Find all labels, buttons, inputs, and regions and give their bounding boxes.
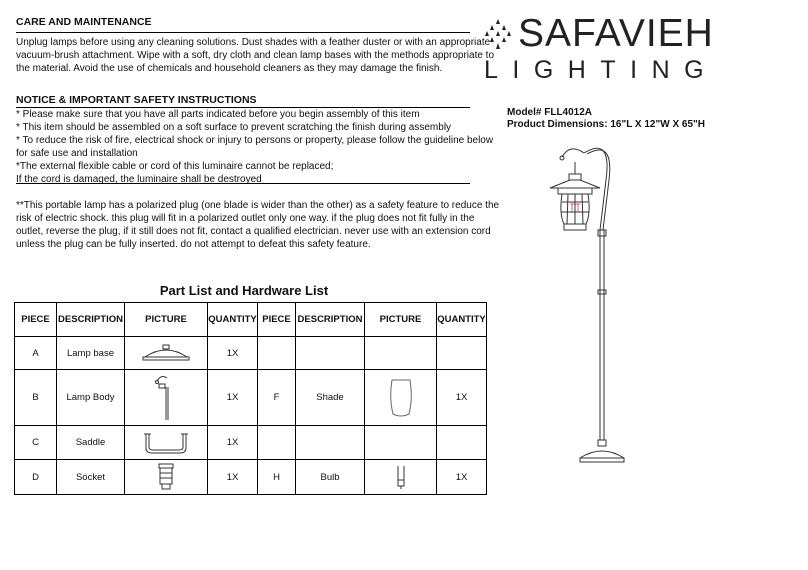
picture-cell [365,370,437,426]
care-line: the material. Avoid the use of chemicals and household cleaners as they may damage the finish. [16,63,443,74]
description-cell: Socket [57,460,125,495]
header-quantity: QUANTITY [437,303,487,337]
piece-cell: B [15,370,57,426]
care-line: vacuum-brush attachment. Wipe with a soft, dry cloth and clean lamp bases with the methods appropriate to [16,50,495,61]
safety-text [16,108,493,186]
lamp-base-icon [139,344,193,362]
description-cell: Lamp Body [57,370,125,426]
quantity-cell [437,337,487,370]
safety-heading: NOTICE & IMPORTANT SAFETY INSTRUCTIONS [16,94,257,106]
safety-line: *The external flexible cable or cord of this luminaire cannot be replaced; [16,161,334,172]
plug-note-line: outlet, reverse the plug, if it still does not fit, contact a qualified electrician. never use with an extension cord [16,226,491,237]
quantity-cell: 1X [208,460,258,495]
quantity-cell: 1X [208,426,258,460]
quantity-cell: 1X [208,337,258,370]
safety-line: * This item should be assembled on a soft surface to prevent scratching the finish during assembly [16,122,452,133]
bulb-icon [394,464,408,490]
description-cell: Saddle [57,426,125,460]
table-row [15,460,487,495]
table-title: Part List and Hardware List [159,283,329,298]
safety-bottom-divider [16,183,470,184]
description-cell [296,337,365,370]
care-divider [16,32,470,33]
piece-cell: D [15,460,57,495]
piece-cell: H [258,460,296,495]
care-text [16,36,494,75]
piece-cell: A [15,337,57,370]
parts-table [14,302,487,495]
picture-cell [125,337,208,370]
header-description: DESCRIPTION [296,303,365,337]
description-cell: Bulb [296,460,365,495]
quantity-cell: 1X [208,370,258,426]
safety-line: for safe use and installation [16,148,138,159]
care-heading: CARE AND MAINTENANCE [16,16,152,28]
piece-cell: F [258,370,296,426]
header-description: DESCRIPTION [57,303,125,337]
header-piece: PIECE [258,303,296,337]
care-line: Unplug lamps before using any cleaning solutions. Dust shades with a feather duster or with an appropriate [16,37,491,48]
header-quantity: QUANTITY [208,303,258,337]
safety-line: * To reduce the risk of fire, electrical shock or injury to persons or property, please follow the guideline below [16,135,494,146]
header-piece: PIECE [15,303,57,337]
picture-cell [125,370,208,426]
plug-note-line: **This portable lamp has a polarized plug (one blade is wider than the other) as a safety feature to reduce the [16,200,500,211]
header-picture: PICTURE [365,303,437,337]
plug-note-line: unless the plug can be fully inserted. do not attempt to defeat this safety feature. [16,239,371,250]
description-cell: Shade [296,370,365,426]
picture-cell [365,426,437,460]
plug-note [16,199,499,251]
floor-lamp-illustration [540,140,650,485]
quantity-cell: 1X [437,460,487,495]
picture-cell [365,337,437,370]
brand-name: SAFAVIEH [518,12,714,55]
chandelier-logo-icon [483,18,513,52]
picture-cell [125,460,208,495]
piece-cell: C [15,426,57,460]
model-number: Model# FLL4012A [507,107,593,118]
safety-line: If the cord is damaged, the luminaire shall be destroyed [16,174,262,185]
description-cell: Lamp base [57,337,125,370]
quantity-cell: 1X [437,370,487,426]
product-dimensions: Product Dimensions: 16"L X 12"W X 65"H [507,119,705,130]
quantity-cell [437,426,487,460]
shade-icon [388,377,414,419]
brand-subtitle: LIGHTING [484,56,719,84]
plug-note-line: risk of electric shock. this plug will fit in a polarized outlet only one way. if the plug does not fit fully in the [16,213,475,224]
table-row [15,426,487,460]
description-cell [296,426,365,460]
header-picture: PICTURE [125,303,208,337]
piece-cell [258,426,296,460]
table-row [15,337,487,370]
safety-line: * Please make sure that you have all parts indicated before you begin assembly of this item [16,109,420,120]
socket-icon [157,462,175,492]
lamp-body-icon [153,373,179,423]
picture-cell [125,426,208,460]
table-header-row [15,303,487,337]
saddle-icon [142,430,190,456]
piece-cell [258,337,296,370]
picture-cell [365,460,437,495]
table-row [15,370,487,426]
